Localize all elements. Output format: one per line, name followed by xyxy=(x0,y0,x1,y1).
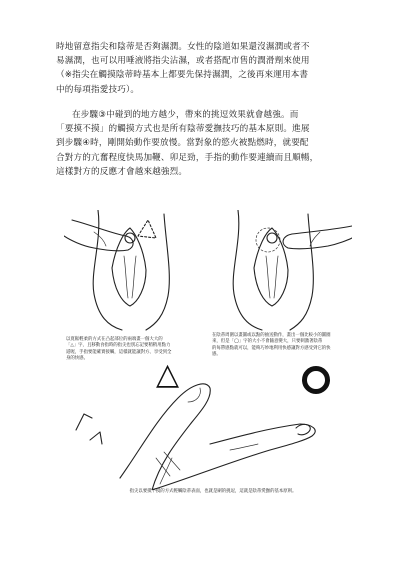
finger-touch-illustration xyxy=(60,358,360,490)
body-paragraph-1: 時地留意指尖和陰蒂是否夠濕潤。女性的陰道如果還沒濕潤或者不 易濕潤，也可以用唾液將指尖沾濕，或者搭配市售的潤滑劑來使用 （※指尖在觸摸陰蒂時基本上都要先保持濕潤，之後再來運用本書 中的每項指愛技巧）。 xyxy=(56,42,310,95)
caption-left: 以寬鬆輕柔的方式在凸起部位的兩端畫一個大大的 「△」字，且移動食指時的指尖也別忘記要稍稍用點力 道喔，手指要能確實接觸，這樣就能讓對方、享受到全 身的快感。 xyxy=(66,337,172,362)
hand-circle-illustration xyxy=(212,210,352,332)
body-paragraph-2: 在步驟③中碰到的地方越少，帶來的挑逗效果就會越強。而 「要摸不摸」的觸摸方式也是所有陰蒂愛撫技巧的基本原則。進展 到步驟④時，剛開始動作要放慢。當對象的慾火被點燃時，就要配 合對方的亢奮程度快馬加鞭、卯足勁，手指的動作要連續而且順暢， 這樣對方的反應才會越來越強烈。 xyxy=(56,110,319,177)
caption-bottom: 指尖以要摸不摸的方式輕觸陰蒂表面，也就是刷的挑逗，這就是陰蒂愛撫的基本原則。 xyxy=(129,489,297,494)
circle-icon xyxy=(302,366,330,394)
hand-triangle-illustration xyxy=(64,210,204,332)
caption-right: 在陰蒂周圍以畫圓或以點的抽送動作，畫出一個比較小的圓圈 來，但是「◯」字的大小不會隨意變大，只要刺激著陰蒂 的每帶感點就可以，能夠巧妙地利用快感讓對方感受到它的快 感。 xyxy=(212,333,331,358)
triangle-icon: △ xyxy=(156,357,180,392)
